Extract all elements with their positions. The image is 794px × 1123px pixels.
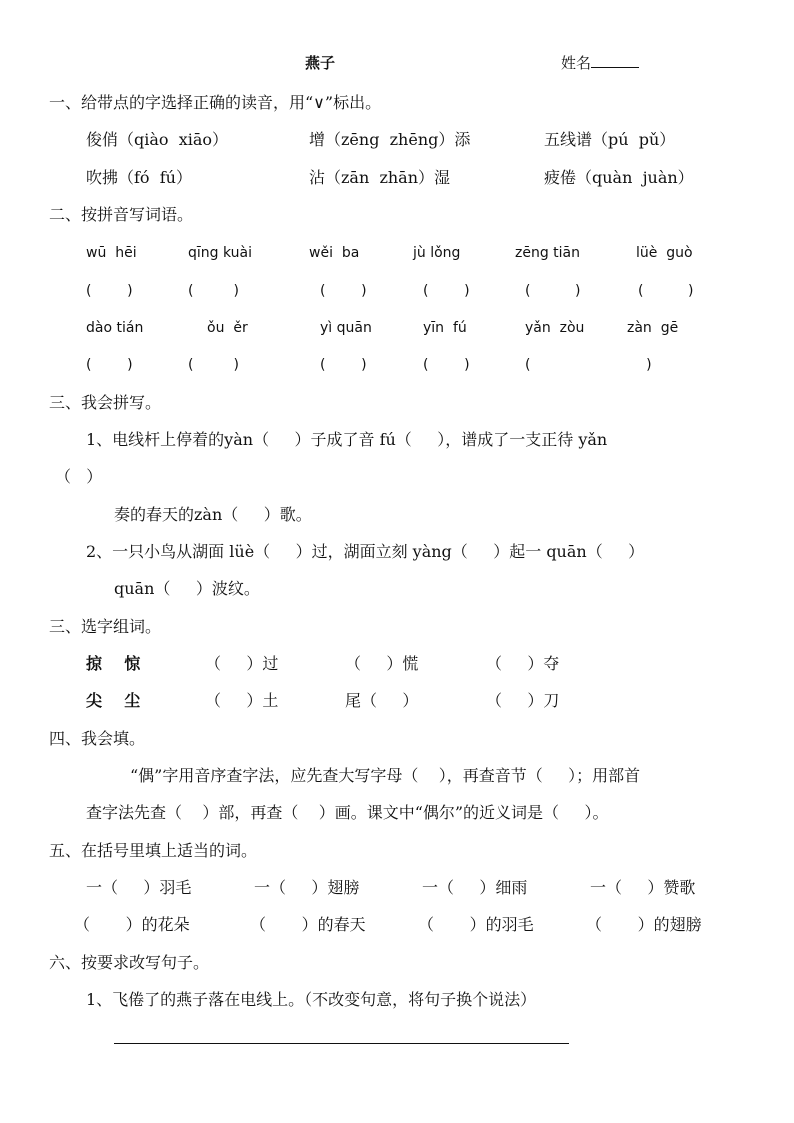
answer-bracket[interactable]: ( ) <box>525 283 581 299</box>
word-blank[interactable]: 一（ ）赞歌 <box>590 878 696 897</box>
q1-item: 俊俏（qiào xiāo） <box>86 130 229 149</box>
q1-item: 增（zēng zhēng）添 <box>309 130 471 149</box>
answer-bracket[interactable]: ( ) <box>188 357 239 373</box>
section-title-1: 一、给带点的字选择正确的读音，用“∨”标出。 <box>49 93 382 112</box>
page-title: 燕子 <box>305 54 336 72</box>
answer-bracket[interactable]: ( ) <box>423 357 470 373</box>
answer-bracket[interactable]: ( ) <box>320 283 367 299</box>
word-blank[interactable]: （ ）过 <box>205 654 279 673</box>
fill-line: 查字法先查（ ）部，再查（ ）画。课文中“偶尔”的近义词是（ ）。 <box>86 803 609 822</box>
pinyin: yīn fú <box>423 320 467 336</box>
pinyin: ǒu ěr <box>207 320 248 336</box>
name-blank[interactable] <box>591 53 639 68</box>
char-pair: 掠 惊 <box>86 654 141 673</box>
word-blank[interactable]: （ ）夺 <box>486 654 560 673</box>
answer-line[interactable] <box>114 1043 569 1044</box>
section-title-4: 三、选字组词。 <box>49 617 162 636</box>
pinyin: wū hēi <box>86 245 137 261</box>
answer-bracket[interactable]: ( ) <box>423 283 470 299</box>
sentence-line: quān（ ）波纹。 <box>114 579 260 598</box>
answer-bracket[interactable]: ( ) <box>86 283 133 299</box>
section-title-5: 四、我会填。 <box>49 729 146 748</box>
sentence-line: 奏的春天的zàn（ ）歌。 <box>114 505 312 524</box>
word-blank[interactable]: （ ）的春天 <box>250 915 366 934</box>
section-title-2: 二、按拼音写词语。 <box>49 205 194 224</box>
pinyin: lüè guò <box>636 245 693 261</box>
sentence-line: 1、电线杆上停着的yàn（ ）子成了音 fú（ ），谱成了一支正待 yǎn <box>86 430 608 449</box>
section-title-7: 六、按要求改写句子。 <box>49 953 210 972</box>
word-blank[interactable]: （ ）慌 <box>345 654 419 673</box>
word-blank[interactable]: （ ）的花朵 <box>74 915 190 934</box>
section-title-3: 三、我会拼写。 <box>49 393 162 412</box>
sentence-line: （ ） <box>55 467 103 486</box>
pinyin: yì quān <box>320 320 372 336</box>
answer-bracket[interactable]: ( ) <box>86 357 133 373</box>
q1-item: 吹拂（fó fú） <box>86 168 192 187</box>
pinyin: zēng tiān <box>515 245 581 261</box>
pinyin: wěi ba <box>309 245 360 261</box>
q1-item: 疲倦（quàn juàn） <box>544 168 694 187</box>
word-blank[interactable]: （ ）刀 <box>486 691 560 710</box>
q1-item: 沾（zān zhān）湿 <box>309 168 451 187</box>
word-blank[interactable]: 尾（ ） <box>345 691 419 710</box>
word-blank[interactable]: 一（ ）翅膀 <box>254 878 360 897</box>
pinyin: zàn gē <box>627 320 679 336</box>
char-pair: 尖 尘 <box>86 691 141 710</box>
pinyin: qīng kuài <box>188 245 253 261</box>
word-blank[interactable]: （ ）土 <box>205 691 279 710</box>
fill-line: “偶”字用音序查字法，应先查大写字母（ ），再查音节（ ）；用部首 <box>130 766 641 785</box>
answer-bracket[interactable]: ( ) <box>638 283 694 299</box>
word-blank[interactable]: （ ）的翅膀 <box>586 915 702 934</box>
word-blank[interactable]: 一（ ）羽毛 <box>86 878 192 897</box>
pinyin: dào tián <box>86 320 144 336</box>
answer-bracket[interactable]: ( ) <box>320 357 367 373</box>
pinyin: yǎn zòu <box>525 320 585 336</box>
section-title-6: 五、在括号里填上适当的词。 <box>49 841 258 860</box>
answer-bracket[interactable]: ( ) <box>525 357 652 373</box>
pinyin: jù lǒng <box>413 245 461 261</box>
name-label: 姓名 <box>561 53 639 73</box>
word-blank[interactable]: 一（ ）细雨 <box>422 878 528 897</box>
rewrite-instruction: 1、飞倦了的燕子落在电线上。（不改变句意，将句子换个说法） <box>86 990 537 1009</box>
word-blank[interactable]: （ ）的羽毛 <box>418 915 534 934</box>
sentence-line: 2、一只小鸟从湖面 lüè（ ）过，湖面立刻 yàng（ ）起一 quān（ ） <box>86 542 645 561</box>
q1-item: 五线谱（pú pǔ） <box>544 130 676 149</box>
answer-bracket[interactable]: ( ) <box>188 283 239 299</box>
